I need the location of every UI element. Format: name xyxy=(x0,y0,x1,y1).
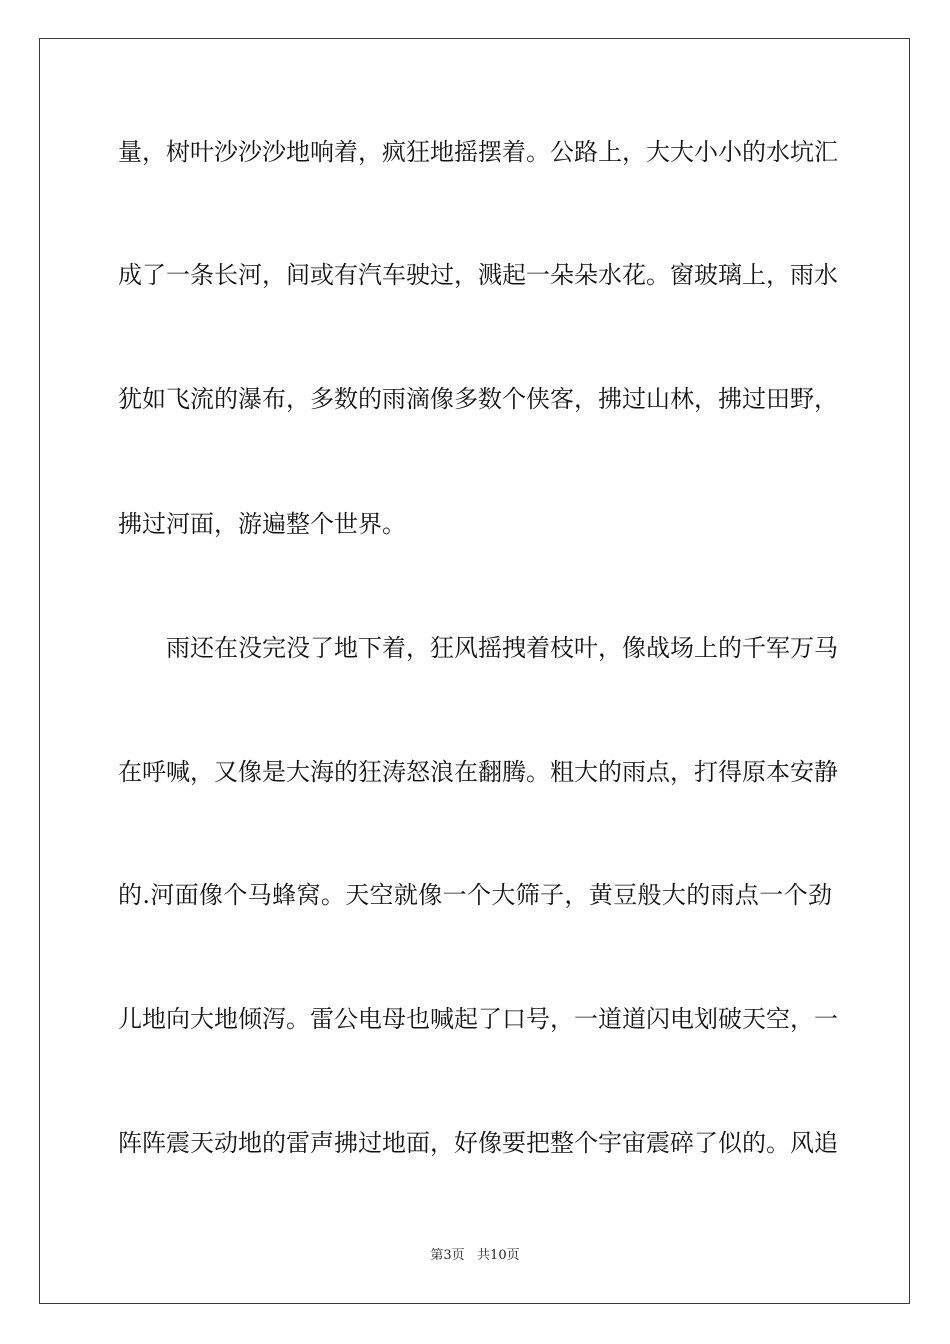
body-text-line: 儿地向大地倾泻。雷公电母也喊起了口号，一道道闪电划破天空，一 xyxy=(118,1005,838,1033)
body-text-line: 阵阵震天动地的雷声拂过地面，好像要把整个宇宙震碎了似的。风追 xyxy=(118,1129,838,1157)
body-text-line: 的.河面像个马蜂窝。天空就像一个大筛子，黄豆般大的雨点一个劲 xyxy=(118,881,832,909)
page-border xyxy=(39,38,910,1304)
body-text-line: 犹如飞流的瀑布，多数的雨滴像多数个侠客，拂过山林，拂过田野， xyxy=(118,385,838,413)
page-number-footer: 第3页 共10页 xyxy=(430,1248,520,1263)
body-text-line: 拂过河面，游遍整个世界。 xyxy=(118,510,406,538)
body-text-line: 成了一条长河，间或有汽车驶过，溅起一朵朵水花。窗玻璃上，雨水 xyxy=(118,261,838,289)
paragraph-first-line: 雨还在没完没了地下着，狂风摇拽着枝叶，像战场上的千军万马 xyxy=(166,634,838,662)
body-text-line: 在呼喊，又像是大海的狂涛怒浪在翻腾。粗大的雨点，打得原本安静 xyxy=(118,758,838,786)
body-text-line: 量，树叶沙沙沙地响着，疯狂地摇摆着。公路上，大大小小的水坑汇 xyxy=(118,138,838,166)
